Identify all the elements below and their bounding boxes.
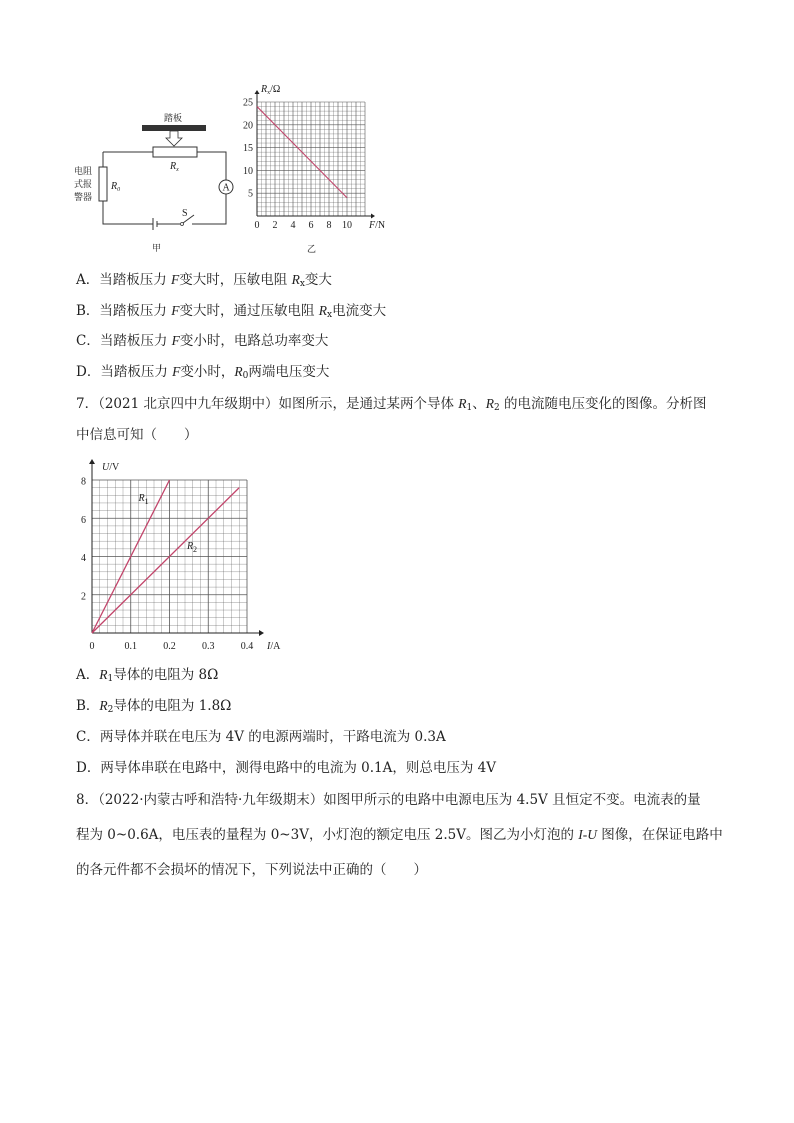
y-axis-label: U [102,462,110,473]
svg-text:R1 [138,493,149,506]
series-line-r2 [92,488,239,633]
y-tick-label: 25 [243,97,253,109]
graph-caption: 乙 [307,245,317,255]
r0-sub: 0 [117,187,121,193]
q7-stem-line2: 中信息可知（ ） [76,427,198,443]
x-tick-label: 0.2 [163,641,176,652]
q7-stem-line1: 7．（2021 北京四中九年级期中）如图所示，是通过某两个导体 $R_1$、$R_2$ 的电流随电压变化的图像。分析图 [76,396,707,413]
series-label-r1-sub: 1 [144,497,149,507]
svg-text:U/V [102,462,120,473]
svg-text:F/N [368,220,385,231]
q8-number: 8． [76,792,99,808]
svg-text:I/A [266,641,281,652]
q8-stem-line2: 程为 0~0.6A，电压表的量程为 0~3V，小灯泡的额定电压 2.5V。图乙为小灯泡的 I-U 图像，在保证电路中 [76,827,723,843]
y-tick-label: 20 [243,120,253,132]
x-tick-label: 0.1 [124,641,137,652]
x-tick-label: 8 [326,220,332,231]
x-tick-label: 2 [272,220,278,231]
q6-option-c: C．当踏板压力 F变小时，电路总功率变大 [76,333,329,349]
u-vs-i-chart [72,450,302,660]
rx-sub: x [176,167,179,173]
svg-text:R2 [186,541,197,554]
y-axis-arrow [89,459,95,464]
r0-resistor [99,167,107,201]
q7-option-c: C．两导体并联在电压为 4V 的电源两端时，干路电流为 0.3A [76,729,446,745]
ammeter-label: A [222,182,230,194]
circuit-diagram [70,100,250,260]
q8-stem-line3: 的各元件都不会损坏的情况下，下列说法中正确的（ ） [76,862,427,878]
x-axis-arrow [259,630,264,636]
pedal-plate [142,125,206,131]
series-label-r2: R [186,540,194,552]
alarm-label-1: 电阻 [74,167,93,177]
circuit-caption: 甲 [152,244,162,254]
y-axis-unit: /Ω [270,84,281,95]
q6-option-a: A．当踏板压力 F变大时，压敏电阻 $R_x$变大 [76,272,332,289]
alarm-label-2: 式报 [74,180,93,190]
y-axis-sub: x [267,90,271,96]
rx-vs-force-chart [235,80,400,260]
y-tick-label: 15 [243,143,253,155]
svg-text:Rx/Ω [260,84,280,96]
y-axis-arrow [255,90,260,94]
y-tick-label: 10 [243,165,253,177]
svg-text:Rx [169,161,179,173]
x-tick-label: 0.4 [240,641,254,652]
pedal-label: 踏板 [164,114,183,124]
x-axis-unit: /A [270,641,281,652]
x-axis-label: F [369,220,376,231]
x-tick-label: 6 [308,220,314,231]
x-axis-arrow [371,214,375,219]
series-label-r1: R [138,493,145,505]
q7-source: （2021 北京四中九年级期中） [98,396,279,412]
rx-label: R [170,161,177,172]
x-axis-unit: /N [375,220,386,231]
pedal-arrow [166,131,182,146]
y-tick-label: 5 [248,188,253,200]
y-tick-label: 8 [81,476,86,488]
q6-option-b: B．当踏板压力 F变大时，通过压敏电阻 $R_x$电流变大 [76,303,387,320]
x-tick-label: 0.3 [202,641,215,652]
x-tick-label: 0 [89,641,95,652]
x-tick-label: 4 [290,220,296,231]
r0-label: R [111,181,118,192]
y-tick-label: 6 [81,514,86,526]
y-axis-label: R [261,84,268,95]
x-tick-label: 10 [342,220,352,231]
q7-option-a: A．$R_1$导体的电阻为 8Ω [76,667,219,684]
q7-option-b: B．$R_2$导体的电阻为 1.8Ω [76,698,232,715]
y-axis-unit: /V [109,462,120,473]
y-tick-label: 2 [81,591,86,603]
switch-label: S [182,208,188,219]
chart-axes [255,90,376,219]
q7-option-d: D．两导体串联在电路中，测得电路中的电流为 0.1A，则总电压为 4V [76,760,496,776]
rx-resistor [153,147,197,157]
chart-grid [257,102,365,216]
y-tick-label: 4 [81,553,86,564]
q7-number: 7． [76,396,99,412]
series-label-r2-sub: 2 [193,544,198,554]
alarm-label-3: 警器 [74,193,93,203]
x-axis-label: I [267,641,271,652]
battery-symbol [153,218,180,230]
circuit-wire-right [192,194,226,224]
q6-option-d: D．当踏板压力 F变小时，$R_0$两端电压变大 [76,364,330,381]
x-tick-label: 0 [254,220,260,231]
svg-text:R0 [110,181,120,193]
q8-stem-line1: 8．（2022·内蒙古呼和浩特·九年级期末）如图甲所示的电路中电源电压为 4.5V 且恒定不变。电流表的量 [76,792,701,808]
q8-source: （2022·内蒙古呼和浩特·九年级期末） [98,792,324,808]
